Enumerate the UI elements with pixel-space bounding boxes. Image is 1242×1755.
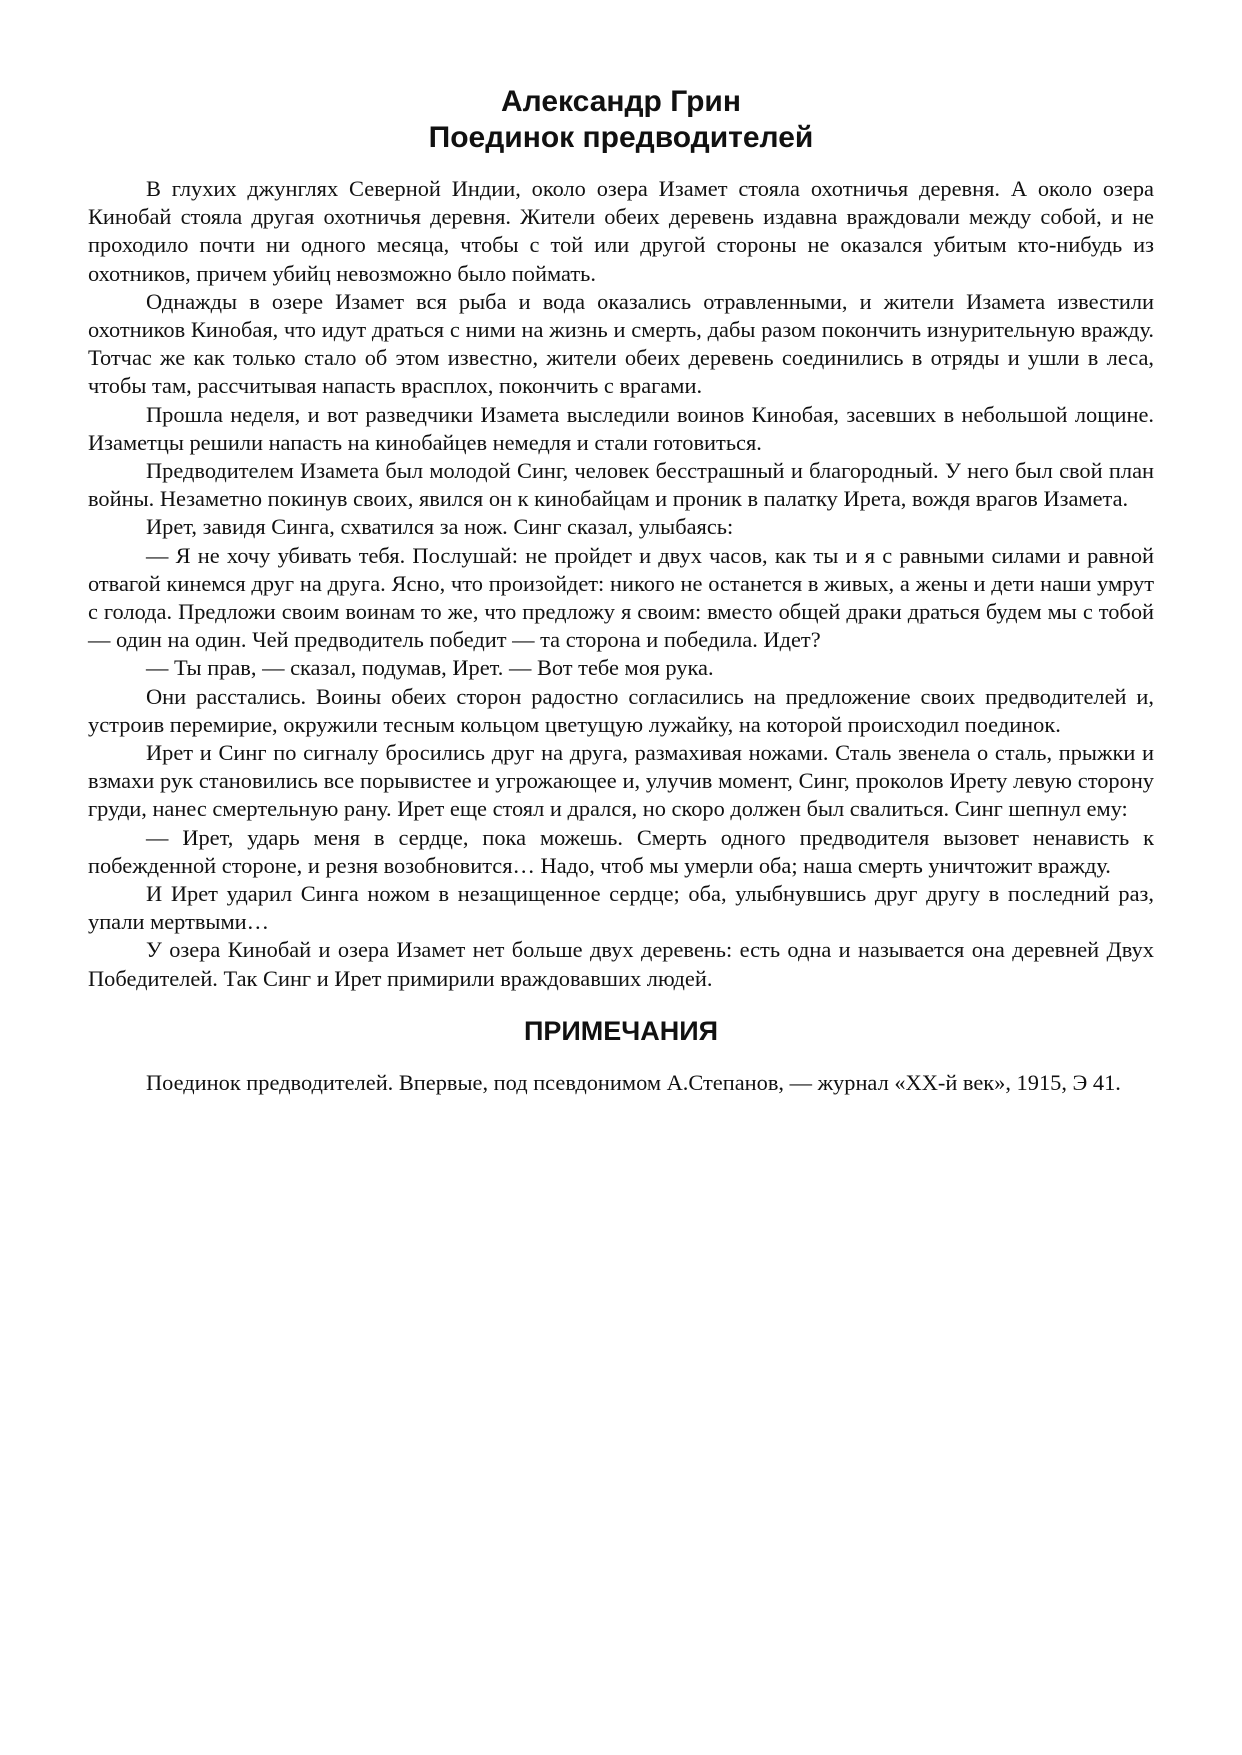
- paragraph: — Я не хочу убивать тебя. Послушай: не пройдет и двух часов, как ты и я с равными силами и равной отвагой кинемся друг на друга. Ясно, что произойдет: никого не останется в живых, а жены и дети наши умрут с голода. Предложи своим воинам то же, что предложу я своим: вместо общей драки драться будем мы с тобой — один на один. Чей предводитель победит — та сторона и победила. Идет?: [88, 542, 1154, 653]
- title-block: [88, 84, 1154, 156]
- paragraph: Они расстались. Воины обеих сторон радостно согласились на предложение своих предводителей и, устроив перемирие, окружили тесным кольцом цветущую лужайку, на которой происходил поединок.: [88, 683, 1154, 737]
- paragraph: Предводителем Изамета был молодой Синг, человек бесстрашный и благородный. У него был свой план войны. Незаметно покинув своих, явился он к кинобайцам и проник в палатку Ирета, вождя врагов Изамета.: [88, 458, 1154, 512]
- note-paragraph: Поединок предводителей. Впервые, под псевдонимом А.Степанов, — журнал «XX-й век», 1915, Э 41.: [146, 1069, 1121, 1095]
- paragraph: — Ирет, ударь меня в сердце, пока можешь. Смерть одного предводителя вызовет ненависть к побежденной стороне, и резня возобновится… Надо, чтоб мы умерли оба; наша смерть уничтожит вражду.: [88, 824, 1154, 878]
- paragraph: И Ирет ударил Синга ножом в незащищенное сердце; оба, улыбнувшись друг другу в последний раз, упали мертвыми…: [88, 881, 1154, 935]
- paragraph: Ирет, завидя Синга, схватился за нож. Синг сказал, улыбаясь:: [146, 514, 734, 540]
- paragraph: Ирет и Синг по сигналу бросились друг на друга, размахивая ножами. Сталь звенела о сталь, прыжки и взмахи рук становились все порывистее и угрожающее и, улучив момент, Синг, проколов Ирету левую сторону груди, нанес смертельную рану. Ирет еще стоял и дрался, но скоро должен был свалиться. Синг шепнул ему:: [88, 740, 1154, 822]
- notes-body: [88, 1069, 1154, 1097]
- story-title: Поединок предводителей: [428, 121, 814, 154]
- author-name: Александр Грин: [501, 85, 741, 118]
- paragraph: — Ты прав, — сказал, подумав, Ирет. — Вот тебе моя рука.: [146, 655, 714, 681]
- document-page: [88, 84, 1154, 1097]
- paragraph: Прошла неделя, и вот разведчики Изамета выследили воинов Кинобая, засевших в небольшой лощине. Изаметцы решили напасть на кинобайцев немедля и стали готовиться.: [88, 401, 1154, 455]
- paragraph: Однажды в озере Изамет вся рыба и вода оказались отравленными, и жители Изамета известили охотников Кинобая, что идут драться с ними на жизнь и смерть, дабы разом покончить изнурительную вражду. Тотчас же как только стало об этом известно, жители обеих деревень соединились в отряды и ушли в леса, чтобы там, рассчитывая напасть врасплох, покончить с врагами.: [88, 288, 1154, 399]
- notes-heading: ПРИМЕЧАНИЯ: [523, 1015, 719, 1046]
- story-body: [88, 175, 1154, 993]
- paragraph: У озера Кинобай и озера Изамет нет больше двух деревень: есть одна и называется она деревней Двух Победителей. Так Синг и Ирет примирили враждовавших людей.: [88, 937, 1154, 991]
- paragraph: В глухих джунглях Северной Индии, около озера Изамет стояла охотничья деревня. А около озера Кинобай стояла другая охотничья деревня. Жители обеих деревень издавна враждовали между собой, и не проходило почти ни одного месяца, чтобы с той или другой стороны не оказался убитым кто-нибудь из охотников, причем убийц невозможно было поймать.: [88, 176, 1154, 286]
